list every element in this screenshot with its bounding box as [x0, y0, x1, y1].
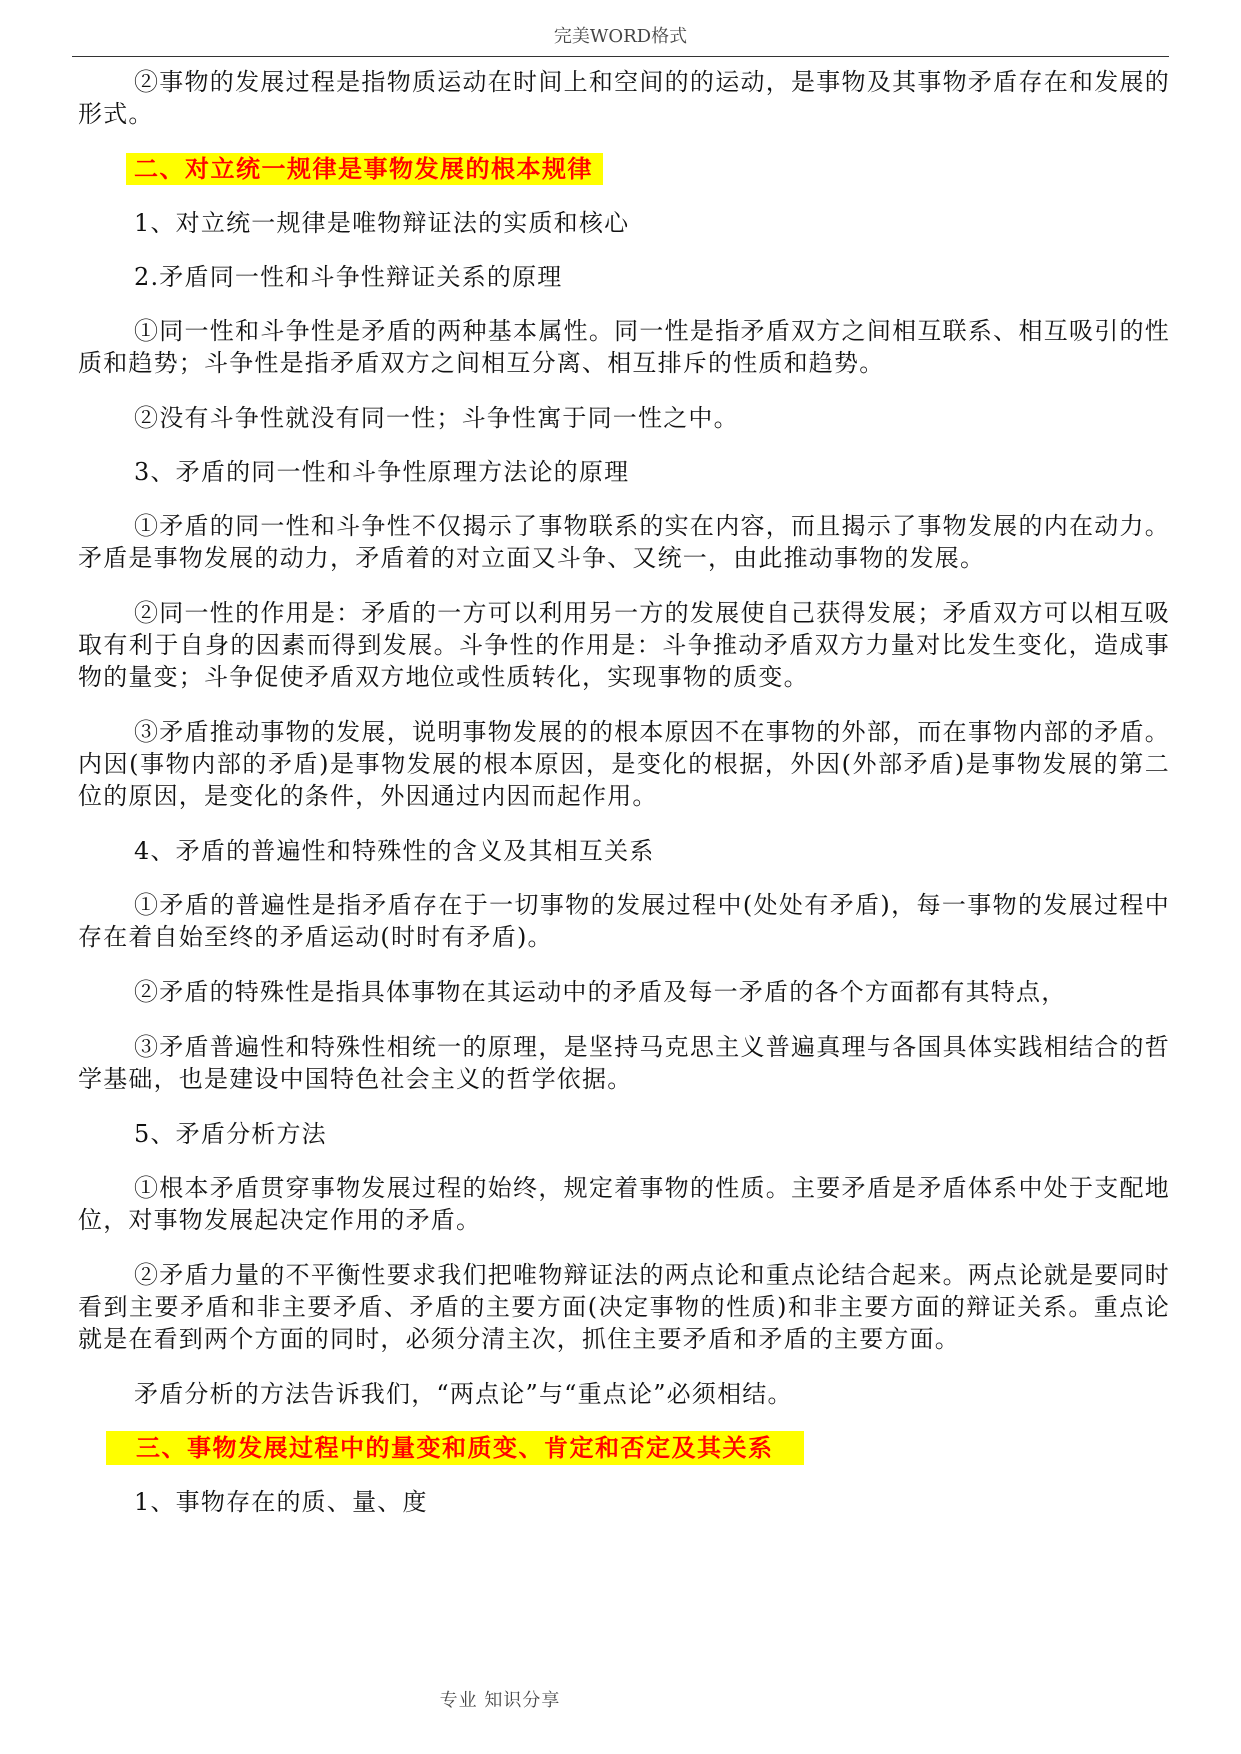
subheading: 1、事物存在的质、量、度	[134, 1488, 428, 1516]
page-footer-text: 专业 知识分享	[439, 1690, 561, 1711]
paragraph: ①矛盾的同一性和斗争性不仅揭示了事物联系的实在内容，而且揭示了事物发展的内在动力。矛盾是事物发展的动力，矛盾着的对立面又斗争、又统一，由此推动事物的发展。	[78, 512, 1170, 572]
document-body	[78, 66, 1170, 1540]
subheading: 4、矛盾的普遍性和特殊性的含义及其相互关系	[134, 837, 655, 865]
subheading: 2.矛盾同一性和斗争性辩证关系的原理	[134, 263, 563, 291]
paragraph: ①根本矛盾贯穿事物发展过程的始终，规定着事物的性质。主要矛盾是矛盾体系中处于支配地位，对事物发展起决定作用的矛盾。	[78, 1174, 1170, 1234]
paragraph: ②矛盾的特殊性是指具体事物在其运动中的矛盾及每一矛盾的各个方面都有其特点，	[134, 978, 1067, 1006]
paragraph: ①矛盾的普遍性是指矛盾存在于一切事物的发展过程中(处处有矛盾)，每一事物的发展过程中存在着自始至终的矛盾运动(时时有矛盾)。	[78, 891, 1170, 951]
paragraph: ②没有斗争性就没有同一性；斗争性寓于同一性之中。	[134, 404, 739, 432]
paragraph: 矛盾分析的方法告诉我们，“两点论”与“重点论”必须相结。	[134, 1380, 793, 1408]
paragraph: ②事物的发展过程是指物质运动在时间上和空间的的运动，是事物及其事物矛盾存在和发展的形式。	[78, 68, 1170, 128]
page-header	[72, 22, 1169, 57]
paragraph: ③矛盾推动事物的发展，说明事物发展的的根本原因不在事物的外部，而在事物内部的矛盾。内因(事物内部的矛盾)是事物发展的根本原因，是变化的根据，外因(外部矛盾)是事物发展的第二位的原因，是变化的条件，外因通过内因而起作用。	[78, 718, 1170, 810]
subheading: 5、矛盾分析方法	[134, 1120, 327, 1148]
page-header-text: 完美WORD格式	[553, 26, 688, 47]
page-footer	[0, 1686, 1000, 1712]
section-heading-3	[78, 1432, 1170, 1464]
highlighted-heading-text: 二、对立统一规律是事物发展的根本规律	[126, 153, 603, 185]
paragraph: ③矛盾普遍性和特殊性相统一的原理，是坚持马克思主义普遍真理与各国具体实践相结合的哲学基础，也是建设中国特色社会主义的哲学依据。	[78, 1033, 1170, 1093]
section-heading-2	[78, 153, 1170, 185]
paragraph: ②矛盾力量的不平衡性要求我们把唯物辩证法的两点论和重点论结合起来。两点论就是要同时看到主要矛盾和非主要矛盾、矛盾的主要方面(决定事物的性质)和非主要方面的辩证关系。重点论就是在看到两个方面的同时，必须分清主次，抓住主要矛盾和矛盾的主要方面。	[78, 1261, 1170, 1353]
subheading: 1、对立统一规律是唯物辩证法的实质和核心	[134, 209, 630, 237]
paragraph: ①同一性和斗争性是矛盾的两种基本属性。同一性是指矛盾双方之间相互联系、相互吸引的性质和趋势；斗争性是指矛盾双方之间相互分离、相互排斥的性质和趋势。	[78, 317, 1170, 377]
highlighted-heading-text: 三、事物发展过程中的量变和质变、肯定和否定及其关系	[106, 1431, 804, 1465]
paragraph: ②同一性的作用是：矛盾的一方可以利用另一方的发展使自己获得发展；矛盾双方可以相互吸取有利于自身的因素而得到发展。斗争性的作用是：斗争推动矛盾双方力量对比发生变化，造成事物的量变；斗争促使矛盾双方地位或性质转化，实现事物的质变。	[78, 599, 1170, 691]
subheading: 3、矛盾的同一性和斗争性原理方法论的原理	[134, 458, 630, 486]
